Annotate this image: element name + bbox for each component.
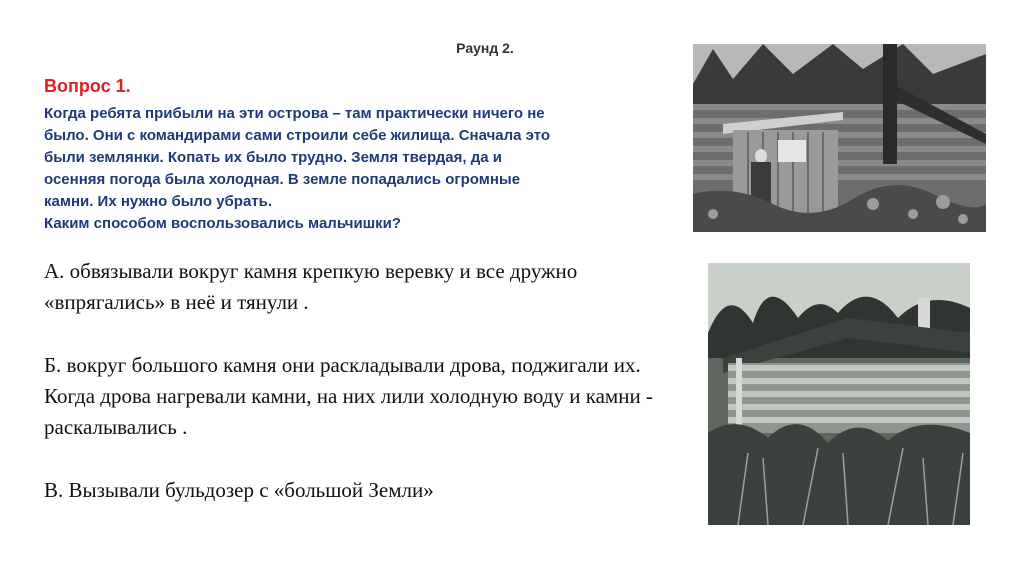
round-title: Раунд 2. [456, 40, 514, 56]
question-line: было. Они с командирами сами строили себе жилища. Сначала это [44, 127, 551, 144]
question-line: были землянки. Копать их было трудно. Земля твердая, да и [44, 149, 502, 166]
answer-b: Б. вокруг большого камня они раскладывали дрова, поджигали их. Когда дрова нагревали камни, на них лили холодную воду и камни - раскалывались . [44, 353, 653, 439]
question-line: осенняя погода была холодная. В земле попадались огромные [44, 171, 521, 188]
question-line: камни. Их нужно было убрать. [44, 193, 273, 210]
answer-options [44, 256, 694, 538]
question-line: Каким способом воспользовались мальчишки? [44, 215, 402, 232]
answer-c: В. Вызывали бульдозер с «большой Земли» [44, 478, 434, 502]
question-heading: Вопрос 1. [44, 76, 131, 96]
dugout-hut-photo [708, 263, 970, 525]
answer-a: А. обвязывали вокруг камня крепкую веревку и все дружно «впрягались» в неё и тянули . [44, 259, 578, 314]
question-line: Когда ребята прибыли на эти острова – там практически ничего не [44, 105, 545, 122]
question-text [44, 103, 694, 235]
log-cabin-photo [693, 44, 986, 232]
